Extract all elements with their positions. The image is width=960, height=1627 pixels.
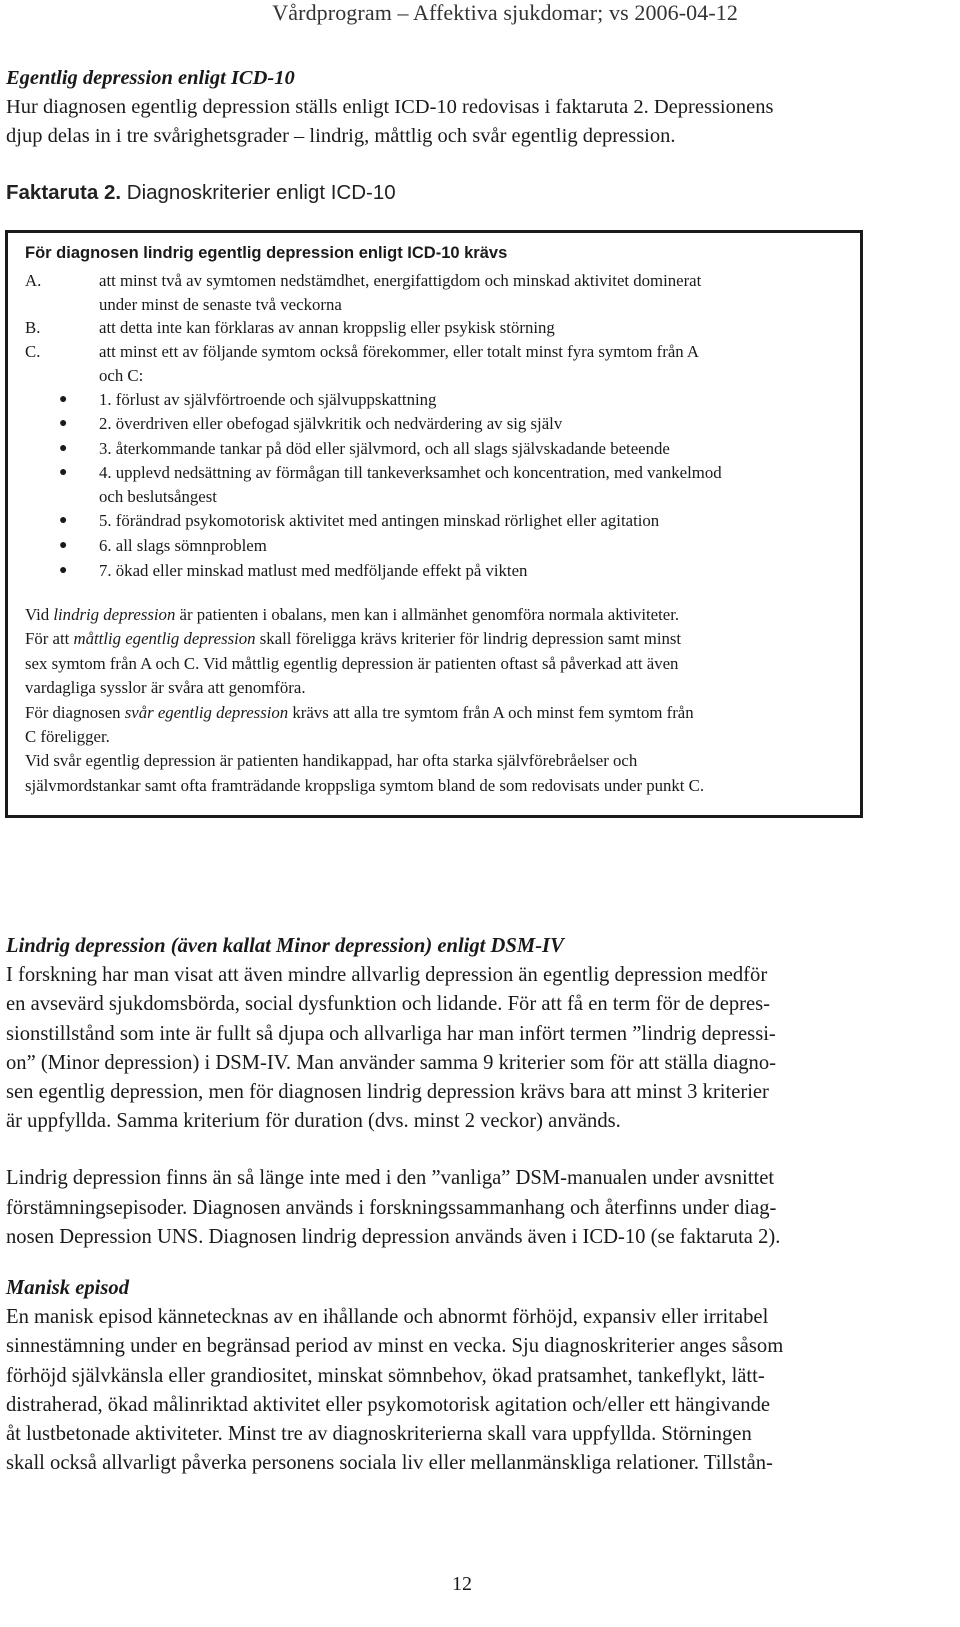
explanation-mild: Vid lindrig depression är patienten i obalans, men kan i allmänhet genomföra normala aktiviteter. xyxy=(25,605,680,624)
icd10-intro-section xyxy=(6,64,946,151)
explanation-moderate-line2: sex symtom från A och C. Vid måttlig egentlig depression är patienten oftast så påverkad att även xyxy=(25,653,679,673)
symptom-text-cont: och beslutsångest xyxy=(99,486,217,506)
paragraph-line: sen egentlig depression, men för diagnosen lindrig depression krävs bara att minst 3 kriterier xyxy=(6,1081,769,1104)
explanation-moderate: För att måttlig egentlig depression skall föreligga krävs kriterier för lindrig depression samt minst xyxy=(25,629,682,649)
criterion-text: att detta inte kan förklaras av annan kroppslig eller psykisk störning xyxy=(99,318,555,337)
dsm-iv-section xyxy=(6,932,936,1478)
section-heading-minor-depression: Lindrig depression (även kallat Minor depression) enligt DSM-IV xyxy=(6,935,564,957)
criterion-letter: B. xyxy=(25,318,41,337)
bullet-icon: ● xyxy=(59,441,68,456)
criterion-text-cont: under minst de senaste två veckorna xyxy=(99,294,342,314)
paragraph-line: skall också allvarligt påverka personens sociala liv eller mellanmänskliga relationer. Tillstån- xyxy=(6,1452,773,1475)
paragraph-line: I forskning har man visat att även mindre allvarlig depression än egentlig depression medför xyxy=(6,964,768,987)
paragraph-line: åt lustbetonade aktiviteter. Minst tre av diagnoskriterierna skall vara uppfyllda. Störningen xyxy=(6,1423,752,1446)
paragraph-line: sionstillstånd som inte är fullt så djupa och allvarliga har man infört termen ”lindrig depressi- xyxy=(6,1022,776,1045)
explanation-severe: För diagnosen svår egentlig depression krävs att alla tre symtom från A och minst fem symtom från xyxy=(25,702,694,722)
criterion-text-cont: och C: xyxy=(99,365,144,385)
box-title: För diagnosen lindrig egentlig depression enligt ICD-10 krävs xyxy=(25,244,508,262)
page-number: 12 xyxy=(452,1573,472,1595)
intro-line-2: djup delas in i tre svårighetsgrader – lindrig, måttlig och svår egentlig depression. xyxy=(6,125,676,147)
criterion-text: att minst ett av följande symtom också förekommer, eller totalt minst fyra symtom från A xyxy=(99,342,700,361)
intro-line-1: Hur diagnosen egentlig depression ställs enligt ICD-10 redovisas i faktaruta 2. Depressionens xyxy=(6,96,774,118)
bullet-icon: ● xyxy=(59,538,68,553)
paragraph-line: en avsevärd sjukdomsbörda, social dysfunktion och lidande. För att få en term för de depres- xyxy=(6,993,771,1016)
faktaruta-title: Diagnoskriterier enligt ICD-10 xyxy=(121,181,396,204)
symptom-text: 5. förändrad psykomotorisk aktivitet med antingen minskad rörlighet eller agitation xyxy=(99,511,660,530)
paragraph-line: on” (Minor depression) i DSM-IV. Man använder samma 9 kriterier som för att ställa diagno- xyxy=(6,1051,776,1074)
symptom-text: 6. all slags sömnproblem xyxy=(99,536,267,555)
paragraph-line: är uppfyllda. Samma kriterium för duration (dvs. minst 2 veckor) används. xyxy=(6,1110,621,1133)
paragraph-line: Lindrig depression finns än så länge inte med i den ”vanliga” DSM-manualen under avsnittet xyxy=(6,1167,775,1190)
term-mild: lindrig depression xyxy=(53,605,176,624)
paragraph-line: nosen Depression UNS. Diagnosen lindrig depression används även i ICD-10 (se faktaruta 2). xyxy=(6,1225,781,1248)
faktaruta-caption xyxy=(6,180,396,206)
symptom-text: 3. återkommande tankar på död eller självmord, och all slags självskadande beteende xyxy=(99,439,670,458)
symptom-text: 4. upplevd nedsättning av förmågan till tankeverksamhet och koncentration, med vankelmod xyxy=(99,463,722,482)
bullet-icon: ● xyxy=(59,465,68,480)
criterion-letter: A. xyxy=(25,271,42,290)
box-explanations xyxy=(25,603,855,798)
paragraph-line: sinnestämning under en begränsad period av minst en vecka. Sju diagnoskriterier anges såsom xyxy=(6,1335,784,1358)
running-header: Vårdprogram – Affektiva sjukdomar; vs 2006-04-12 xyxy=(272,0,738,25)
term-moderate: måttlig egentlig depression xyxy=(73,629,256,649)
criterion-text: att minst två av symtomen nedstämdhet, energifattigdom och minskad aktivitet dominerat xyxy=(99,271,702,290)
term-severe: svår egentlig depression xyxy=(124,702,289,722)
faktaruta-label: Faktaruta 2. xyxy=(6,181,122,204)
criterion-letter: C. xyxy=(25,342,41,361)
explanation-severe-line2: C föreligger. xyxy=(25,727,110,747)
paragraph-line: förstämningsepisoder. Diagnosen används i forskningssammanhang och återfinns under diag- xyxy=(6,1196,777,1219)
section-heading-icd10: Egentlig depression enligt ICD-10 xyxy=(6,67,295,89)
faktaruta-box xyxy=(5,230,863,818)
paragraph-line: distraherad, ökad målinriktad aktivitet eller psykomotorisk agitation och/eller ett hängivande xyxy=(6,1393,771,1416)
bullet-icon: ● xyxy=(59,513,68,528)
paragraph-line: En manisk episod kännetecknas av en ihållande och abnormt förhöjd, expansiv eller irritabel xyxy=(6,1306,769,1329)
symptom-text: 2. överdriven eller obefogad självkritik och nedvärdering av sig själv xyxy=(99,414,563,433)
explanation-moderate-line3: vardagliga sysslor är svåra att genomföra. xyxy=(25,678,306,698)
symptom-text: 7. ökad eller minskad matlust med medföljande effekt på vikten xyxy=(99,561,528,580)
paragraph-line: förhöjd självkänsla eller grandiositet, minskat sömnbehov, ökad pratsamhet, tankeflykt, lätt- xyxy=(6,1364,765,1387)
symptom-text: 1. förlust av självförtroende och självuppskattning xyxy=(99,390,437,409)
section-heading-manic-episode: Manisk episod xyxy=(6,1277,130,1300)
bullet-icon: ● xyxy=(59,392,68,407)
bullet-icon: ● xyxy=(59,563,68,578)
explanation-severe-detail-2: självmordstankar samt ofta framträdande kroppsliga symtom bland de som redovisats under punkt C. xyxy=(25,775,705,795)
explanation-severe-detail-1: Vid svår egentlig depression är patienten handikappad, har ofta starka självförebråelser och xyxy=(25,751,638,771)
bullet-icon: ● xyxy=(59,416,68,431)
